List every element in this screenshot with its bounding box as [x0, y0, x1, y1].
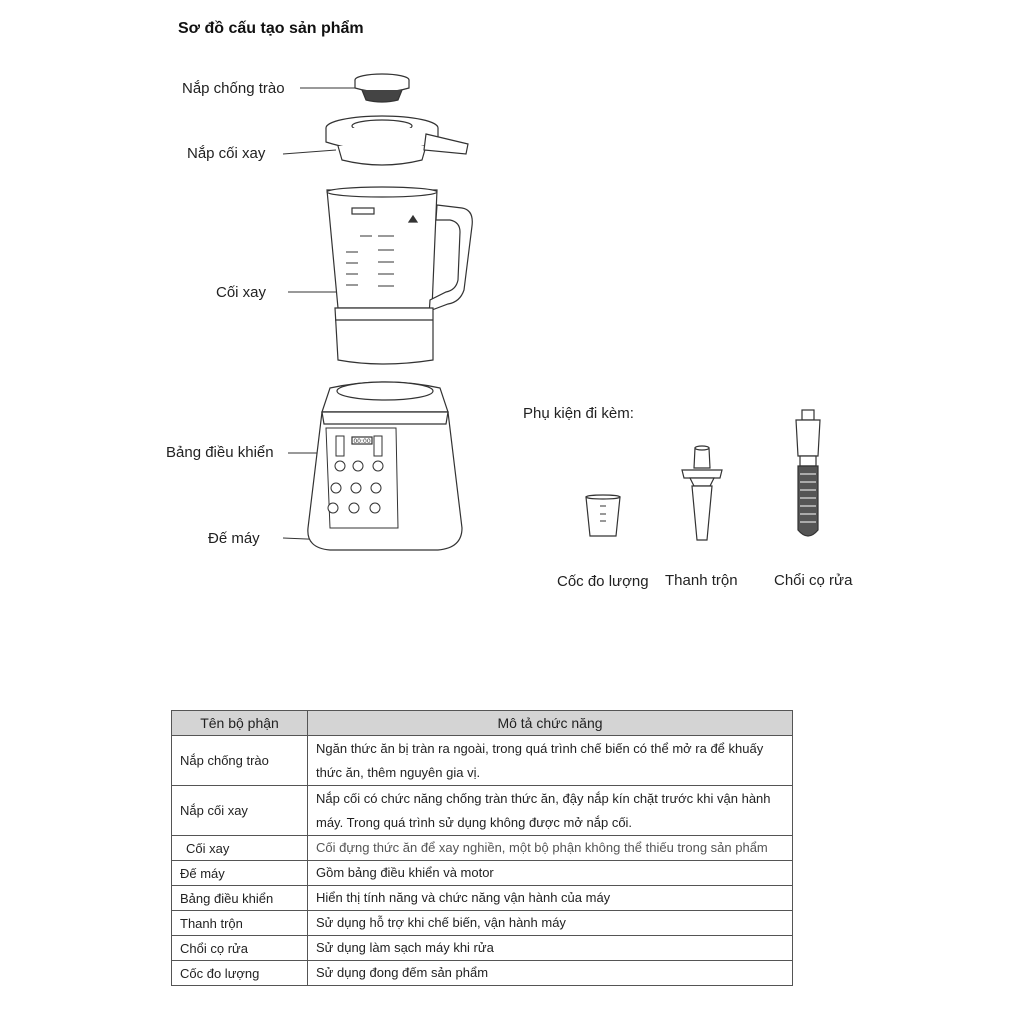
jar-drawing [327, 187, 472, 364]
table-row [172, 861, 793, 886]
row-name: Đế máy [172, 861, 308, 886]
col-header-name: Tên bộ phận [172, 711, 308, 736]
table-row [172, 786, 793, 836]
jar-lid-drawing [326, 116, 468, 165]
leader-line [283, 150, 336, 154]
table-row [172, 836, 793, 861]
label-tamper: Thanh trộn [665, 572, 738, 589]
table-row [172, 736, 793, 786]
table-row [172, 961, 793, 986]
accessories-heading: Phụ kiện đi kèm: [523, 405, 634, 422]
label-base: Đế máy [208, 530, 260, 547]
row-desc: Hiển thị tính năng và chức năng vận hành của máy [308, 886, 793, 911]
row-desc: Nắp cối có chức năng chống tràn thức ăn, đậy nắp kín chặt trước khi vận hành máy. Trong quá trình sử dụng không được mở nắp cối. [308, 786, 793, 836]
parts-table [171, 710, 793, 986]
row-desc: Sử dụng làm sạch máy khi rửa [308, 936, 793, 961]
table-header-row [172, 711, 793, 736]
label-jar: Cối xay [216, 284, 267, 301]
row-name: Cối xay [172, 836, 308, 861]
anti-overflow-lid-drawing [355, 74, 409, 102]
table-row [172, 886, 793, 911]
page-title: Sơ đồ cấu tạo sản phẩm [178, 20, 364, 37]
brush-drawing [796, 410, 820, 536]
table-row [172, 936, 793, 961]
label-measuring-cup: Cốc đo lượng [557, 573, 649, 590]
panel-display-text: 00:00 [353, 438, 371, 445]
measuring-cup-drawing [586, 495, 620, 536]
table-row [172, 911, 793, 936]
label-brush: Chổi cọ rửa [774, 572, 853, 589]
row-desc: Sử dụng hỗ trợ khi chế biến, vận hành máy [308, 911, 793, 936]
label-control-panel: Bảng điều khiển [166, 444, 274, 461]
tamper-drawing [682, 446, 722, 540]
base-drawing [308, 382, 462, 550]
row-desc: Ngăn thức ăn bị tràn ra ngoài, trong quá trình chế biến có thể mở ra để khuấy thức ăn, thêm nguyên gia vị. [308, 736, 793, 786]
row-name: Thanh trộn [172, 911, 308, 936]
row-desc: Gồm bảng điều khiển và motor [308, 861, 793, 886]
row-name: Chổi cọ rửa [172, 936, 308, 961]
col-header-desc: Mô tả chức năng [308, 711, 793, 736]
row-name: Cốc đo lượng [172, 961, 308, 986]
row-name: Bảng điều khiển [172, 886, 308, 911]
label-jar-lid: Nắp cối xay [187, 145, 266, 162]
row-desc: Cối đựng thức ăn để xay nghiền, một bộ phận không thể thiếu trong sản phẩm [308, 836, 793, 861]
row-name: Nắp cối xay [172, 786, 308, 836]
row-name: Nắp chống trào [172, 736, 308, 786]
label-anti-overflow-lid: Nắp chống trào [182, 80, 285, 97]
row-desc: Sử dụng đong đếm sản phẩm [308, 961, 793, 986]
